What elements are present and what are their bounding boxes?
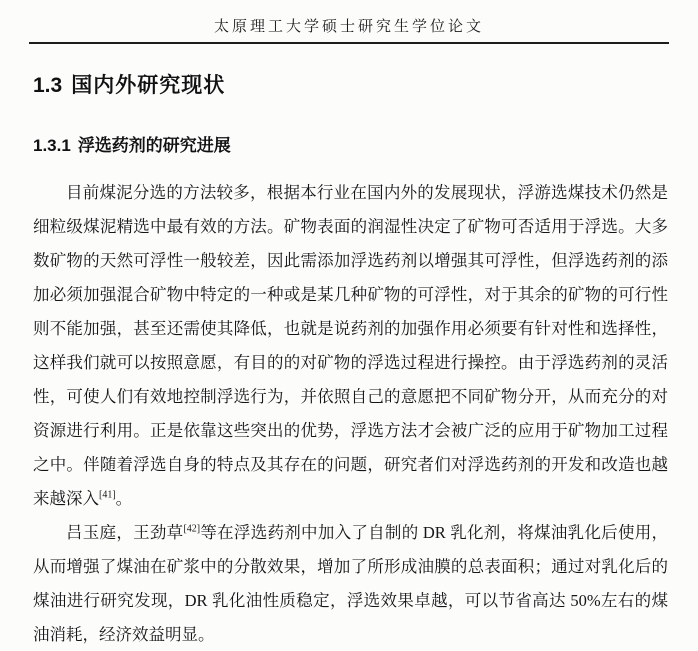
running-header — [0, 0, 698, 37]
paragraph-text: 吕玉庭，王劲草 — [66, 523, 184, 542]
paragraph-dr-emulsifier — [33, 516, 668, 651]
paragraph-text-end: 等在浮选药剂中加入了自制的 DR 乳化剂，将煤油乳化后使用，从而增强了煤油在矿浆中的分散效果，增加了所形成油膜的总表面积；通过对乳化后的煤油进行研究发现，DR 乳化油性质稳定，浮选效果卓越，可以节省高达 50%左右的煤油消耗，经济效益明显。 — [33, 523, 669, 644]
paragraph-text: 目前煤泥分选的方法较多，根据本行业在国内外的发展现状，浮游选煤技术仍然是细粒级煤泥精选中最有效的方法。矿物表面的润湿性决定了矿物可否适用于浮选。大多数矿物的天然可浮性一般较差，因此需添加浮选药剂以增强其可浮性，但浮选药剂的添加必须加强混合矿物中特定的一种或是某几种矿物的可浮性，对于其余的矿物的可行性则不能加强，甚至还需使其降低，也就是说药剂的加强作用必须要有针对性和选择性，这样我们就可以按照意愿，有目的的对矿物的浮选过程进行操控。由于浮选药剂的灵活性，可使人们有效地控制浮选行为，并依照自己的意愿把不同矿物分开，从而充分的对资源进行利用。正是依靠这些突出的优势，浮选方法才会被广泛的应用于矿物加工过程之中。伴随着浮选自身的特点及其存在的问题，研究者们对浮选药剂的开发和改造也越来越深入 — [33, 183, 668, 508]
page-content — [0, 72, 698, 651]
subsection-title: 浮选药剂的研究进展 — [77, 136, 231, 155]
section-title: 国内外研究现状 — [71, 74, 226, 97]
citation-ref-41: [41] — [99, 489, 116, 501]
citation-ref-42: [42] — [183, 523, 201, 535]
running-header-title: 太原理工大学硕士研究生学位论文 — [213, 19, 484, 35]
subsection-heading — [33, 135, 668, 157]
paragraph-flotation-overview — [33, 176, 668, 516]
body-text — [33, 176, 668, 651]
section-heading — [33, 72, 668, 99]
subsection-number: 1.3.1 — [33, 136, 71, 155]
header-rule — [29, 42, 669, 44]
section-number: 1.3 — [33, 74, 63, 97]
paragraph-text-end: 。 — [115, 489, 133, 508]
